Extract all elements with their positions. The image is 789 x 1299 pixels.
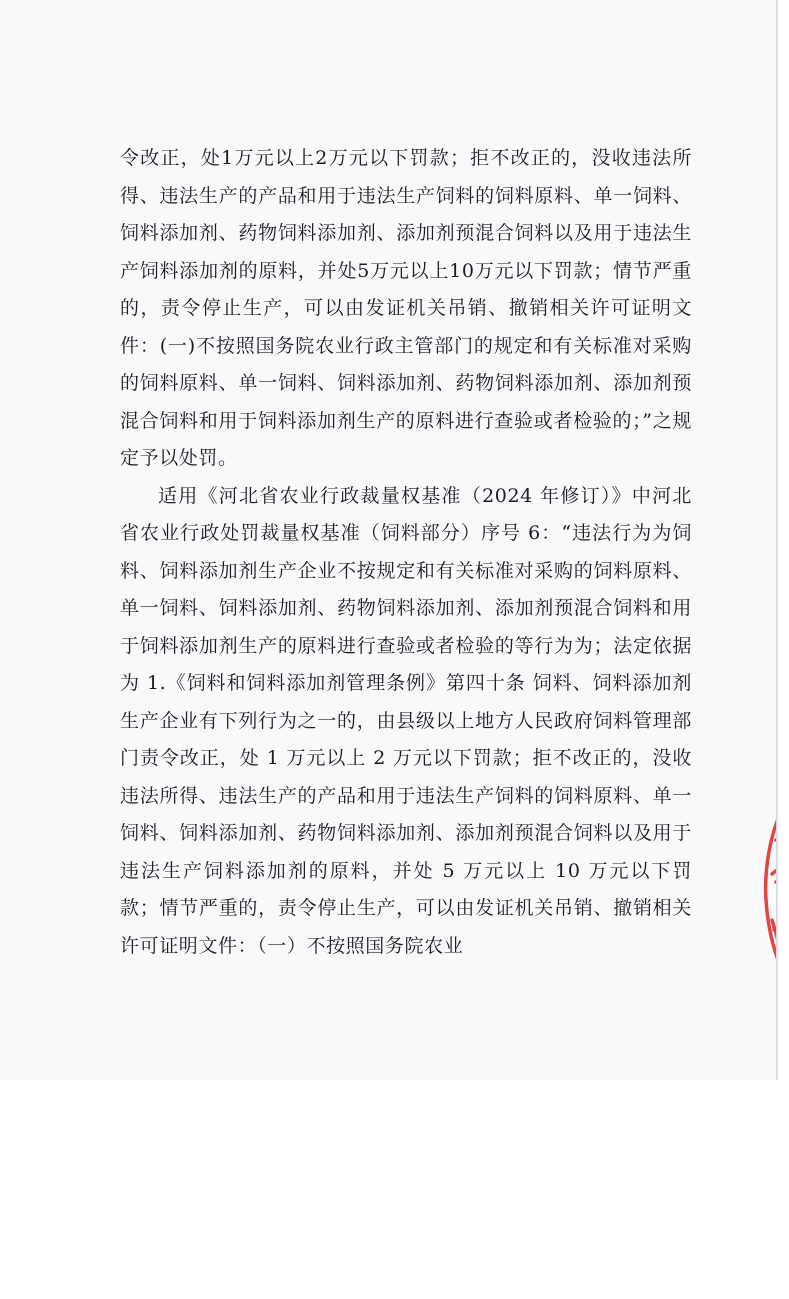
document-body — [120, 140, 692, 965]
official-seal-icon — [748, 800, 778, 980]
page-edge — [776, 0, 778, 1080]
paragraph-applicable-standard: 适用《河北省农业行政裁量权基准（2024 年修订）》中河北省农业行政处罚裁量权基准（饲料部分）序号 6：“违法行为为饲料、饲料添加剂生产企业不按规定和有关标准对采购的饲料原料、单一饲料、饲料添加剂、药物饲料添加剂、添加剂预混合饲料和用于饲料添加剂生产的原料进行查验或者检验的等行为为；法定依据为 1.《饲料和饲料添加剂管理条例》第四十条 饲料、饲料添加剂生产企业有下列行为之一的，由县级以上地方人民政府饲料管理部门责令改正，处 1 万元以上 2 万元以下罚款；拒不改正的，没收违法所得、违法生产的产品和用于违法生产饲料的饲料原料、单一饲料、饲料添加剂、药物饲料添加剂、添加剂预混合饲料以及用于违法生产饲料添加剂的原料，并处 5 万元以上 10 万元以下罚款；情节严重的，责令停止生产，可以由发证机关吊销、撤销相关许可证明文件：（一）不按照国务院农业 — [120, 484, 692, 957]
paragraph-continuation: 令改正，处1万元以上2万元以下罚款；拒不改正的，没收违法所得、违法生产的产品和用于违法生产饲料的饲料原料、单一饲料、饲料添加剂、药物饲料添加剂、添加剂预混合饲料以及用于违法生产饲料添加剂的原料，并处5万元以上10万元以下罚款；情节严重的，责令停止生产，可以由发证机关吊销、撤销相关许可证明文件：(一)不按照国务院农业行政主管部门的规定和有关标准对采购的饲料原料、单一饲料、饲料添加剂、药物饲料添加剂、添加剂预混合饲料和用于饲料添加剂生产的原料进行查验或者检验的；”之规定予以处罚。 — [120, 147, 692, 469]
